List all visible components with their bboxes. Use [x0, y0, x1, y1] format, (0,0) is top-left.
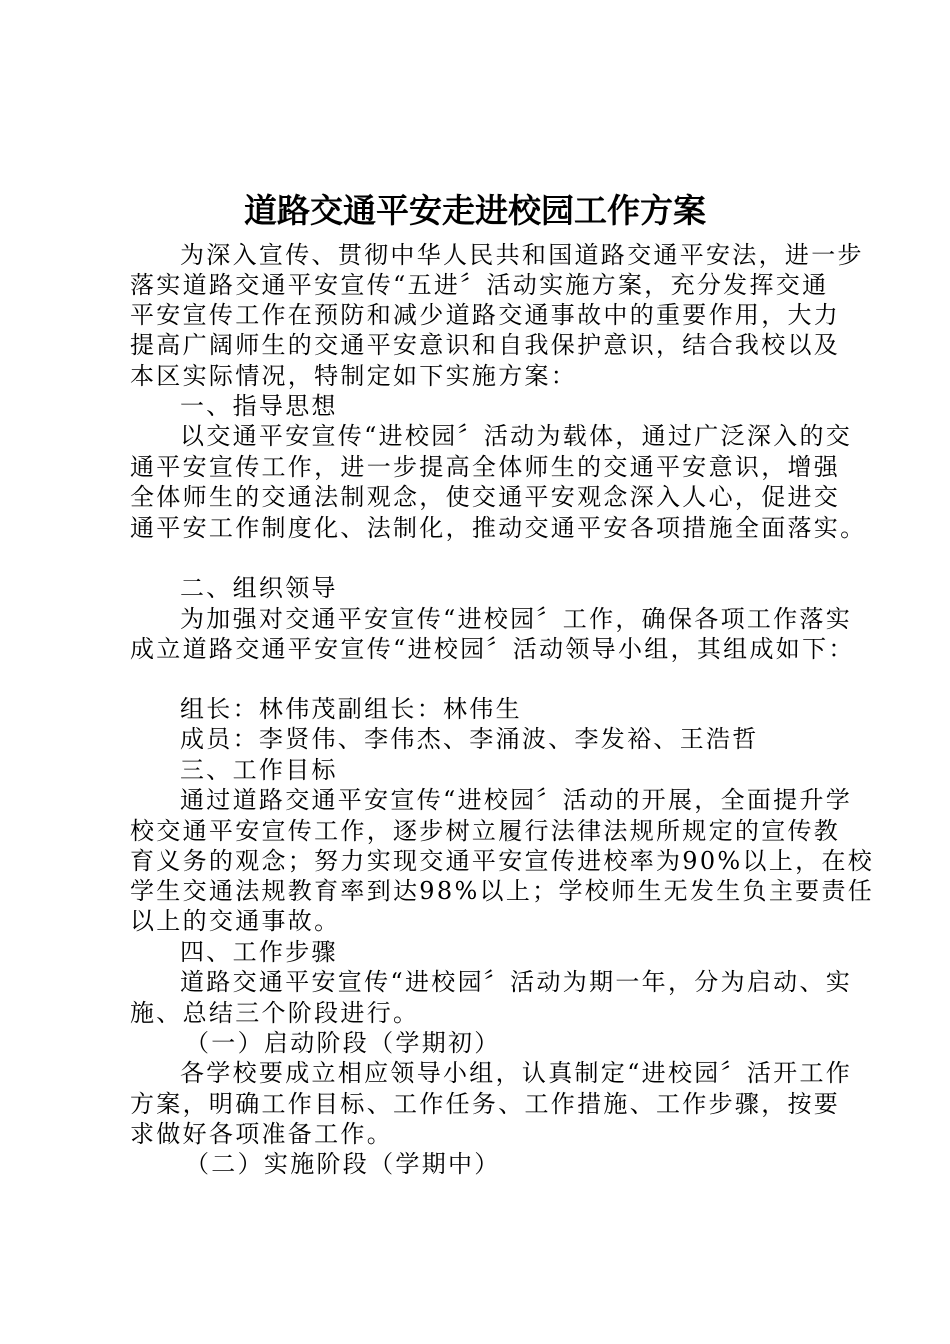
- section-heading: 二、组织领导: [180, 574, 338, 602]
- section-heading: 三、工作目标: [180, 756, 338, 784]
- paragraph-line: 校交通平安宣传工作，逐步树立履行法律法规所规定的宣传教: [130, 817, 841, 845]
- paragraph-line: 通平安宣传工作，进一步提高全体师生的交通平安意识，增强: [130, 453, 841, 481]
- paragraph-line: 成立道路交通平安宣传“进校园〞活动领导小组，其组成如下：: [130, 635, 855, 663]
- subsection-heading: （二）实施阶段（学期中）: [185, 1150, 501, 1178]
- paragraph-line: 为加强对交通平安宣传“进校园〞工作，确保各项工作落实: [180, 605, 853, 633]
- subsection-heading: （一）启动阶段（学期初）: [185, 1029, 501, 1057]
- paragraph-line: 落实道路交通平安宣传“五进〞活动实施方案，充分发挥交通: [130, 271, 829, 299]
- paragraph-line: 为深入宣传、贯彻中华人民共和国道路交通平安法，进一步: [180, 241, 864, 269]
- paragraph-line: 求做好各项准备工作。: [130, 1120, 393, 1148]
- document-title: 道路交通平安走进校园工作方案: [244, 191, 706, 230]
- team-leaders: 组长：林伟茂副组长：林伟生: [180, 695, 522, 723]
- paragraph-line: 以上的交通事故。: [130, 907, 341, 935]
- paragraph-line: 施、总结三个阶段进行。: [130, 999, 420, 1027]
- paragraph-line: 道路交通平安宣传“进校园〞活动为期一年，分为启动、实: [180, 968, 853, 996]
- paragraph-line: 方案，明确工作目标、工作任务、工作措施、工作步骤，按要: [130, 1090, 841, 1118]
- section-heading: 四、工作步骤: [180, 938, 338, 966]
- paragraph-line: 通过道路交通平安宣传“进校园〞活动的开展，全面提升学: [180, 786, 853, 814]
- section-heading: 一、指导思想: [180, 392, 338, 420]
- paragraph-line: 通平安工作制度化、法制化，推动交通平安各项措施全面落实。: [130, 514, 867, 542]
- paragraph-line: 各学校要成立相应领导小组，认真制定“进校园〞活开工作: [180, 1059, 853, 1087]
- team-members: 成员：李贤伟、李伟杰、李涌波、李发裕、王浩哲: [180, 725, 759, 753]
- paragraph-line: 育义务的观念；努力实现交通平安宣传进校率为90%以上，在校: [130, 847, 875, 875]
- paragraph-line: 提高广阔师生的交通平安意识和自我保护意识，结合我校以及: [130, 331, 841, 359]
- paragraph-line: 学生交通法规教育率到达98%以上；学校师生无发生负主要责任: [130, 877, 875, 905]
- paragraph-line: 全体师生的交通法制观念，使交通平安观念深入人心，促进交: [130, 483, 841, 511]
- paragraph-line: 平安宣传工作在预防和减少道路交通事故中的重要作用，大力: [130, 301, 841, 329]
- paragraph-line: 以交通平安宣传“进校园〞活动为载体，通过广泛深入的交: [180, 422, 853, 450]
- paragraph-line: 本区实际情况，特制定如下实施方案：: [130, 362, 578, 390]
